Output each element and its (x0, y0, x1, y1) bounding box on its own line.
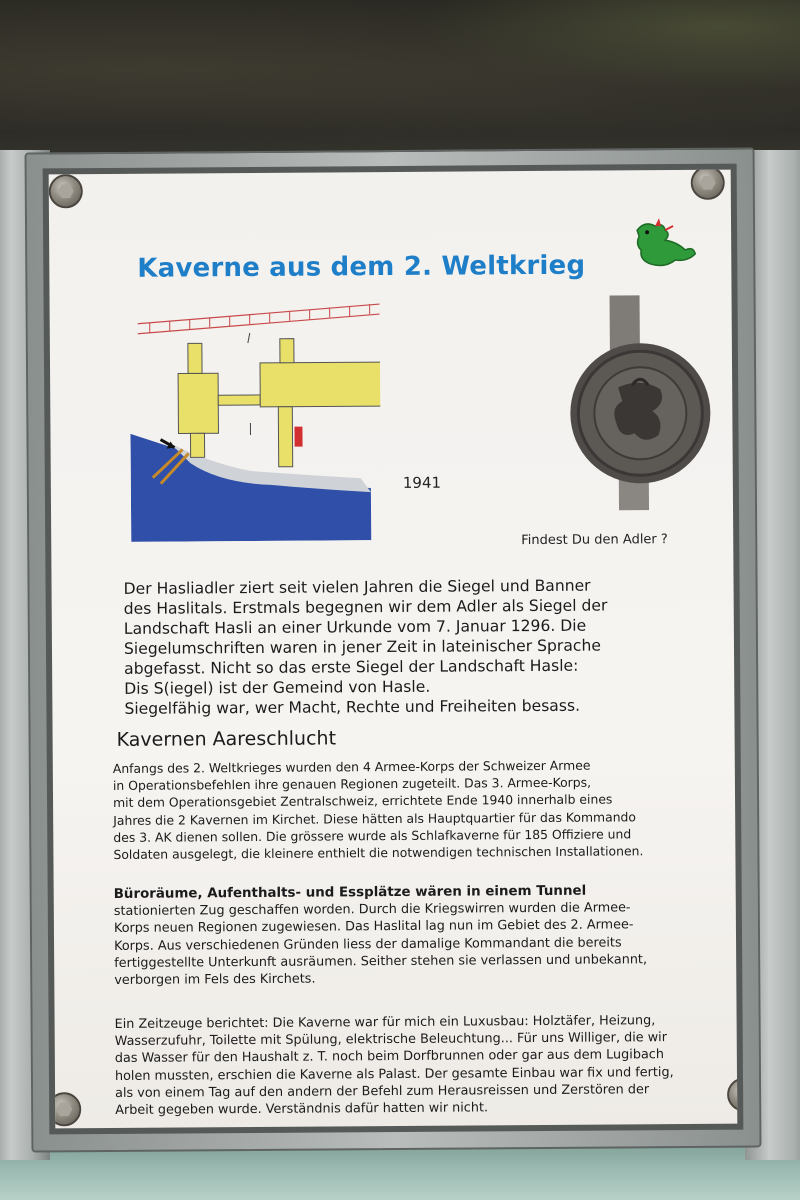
map-year: 1941 (402, 473, 442, 492)
section-heading: Kavernen Aareschlucht (116, 727, 337, 751)
intro-text (123, 574, 737, 718)
paragraph-line: Anfangs des 2. Weltkrieges wurden den 4 Armee-Korps der Schweizer Armee (112, 757, 591, 776)
paragraph-line: Jahres die 2 Kavernen im Kirchet. Diese hätten als Hauptquartier für das Kommando (113, 808, 637, 828)
paragraph-line: fertiggestellte Unterkunft ausräumen. Seither stehen sie verlassen und unbekannt, (114, 952, 648, 971)
bolt-icon (49, 1092, 82, 1126)
sign-panel (49, 170, 738, 1129)
sign-border (43, 164, 744, 1135)
paragraph-line: stationierten Zug geschaffen worden. Durch die Kriegswirren wurden die Armee- (113, 900, 631, 920)
paragraph-line: Soldaten ausgelegt, die kleinere enthielt die notwendigen technischen Installationen. (113, 843, 644, 862)
paragraph-line: des 3. AK dienen sollen. Die grössere wurde als Schlafkaverne für 185 Offiziere und (113, 826, 632, 845)
paragraph-line: Wasserzufuhr, Toilette mit Spülung, elektrische Beleuchtung... Für uns Williger, die wir (114, 1030, 668, 1050)
paragraph-line: mit dem Operationsgebiet Zentralschweiz, errichtete Ende 1940 innerhalb eines (113, 791, 613, 811)
sign-title: Kaverne aus dem 2. Weltkrieg (137, 250, 586, 284)
paragraph-2 (114, 881, 738, 989)
seal-question: Findest Du den Adler ? (521, 532, 668, 549)
eagle-seal-icon (548, 295, 729, 511)
paragraph-line: verborgen im Fels des Kirchets. (114, 971, 316, 988)
intro-line: Dis S(iegel) ist der Gemeind von Hasle. (124, 677, 431, 698)
paragraph-line: das Wasser für den Haushalt z. T. noch beim Dorfbrunnen oder gar aus dem Lugibach (114, 1047, 664, 1067)
intro-line: Der Hasliadler ziert seit vielen Jahren die Siegel und Banner (123, 576, 591, 598)
dragon-logo-icon (629, 216, 699, 272)
cavern-map (130, 302, 382, 542)
sign-frame (25, 147, 762, 1152)
paragraph-line: holen mussten, erschien die Kaverne als Palast. Der gesamte Einbau war fix und fertig, (114, 1064, 674, 1084)
paragraph-line: Arbeit gegeben wurde. Verständnis dafür hatten wir nicht. (115, 1100, 489, 1118)
paragraph-line: Korps. Aus verschiedenen Gründen liess der damalige Kommandant die bereits (114, 935, 622, 954)
intro-line: Landschaft Hasli an einer Urkunde vom 7. Januar 1296. Die (123, 616, 587, 638)
paragraph-line: in Operationsbefehlen ihre genauen Regionen zugeteilt. Das 3. Armee-Korps, (112, 774, 592, 794)
paragraph-lead: Büroräume, Aufenthalts- und Essplätze wären in einem Tunnel (113, 883, 587, 902)
bolt-icon (691, 170, 725, 200)
paragraph-1 (113, 755, 738, 863)
paragraph-3 (115, 1011, 738, 1119)
intro-line: des Haslitals. Erstmals begegnen wir dem Adler als Siegel der (123, 596, 608, 618)
intro-line: Siegelumschriften waren in jener Zeit in lateinischer Sprache (123, 636, 601, 658)
paragraph-line: Ein Zeitzeuge berichtet: Die Kaverne war für mich ein Luxusbau: Holztäfer, Heizung, (114, 1013, 656, 1032)
bolt-icon (49, 174, 83, 208)
intro-line: Siegelfähig war, wer Macht, Rechte und Freiheiten besass. (124, 696, 581, 718)
intro-line: abgefasst. Nicht so das erste Siegel der Landschaft Hasle: (124, 656, 579, 678)
paragraph-line: Korps neuen Regionen zugewiesen. Das Haslital lag nun im Gebiet des 2. Armee- (113, 917, 634, 937)
paragraph-line: als von einem Tag auf den andern der Befehl zum Herausreissen und Zerstören der (115, 1082, 650, 1101)
